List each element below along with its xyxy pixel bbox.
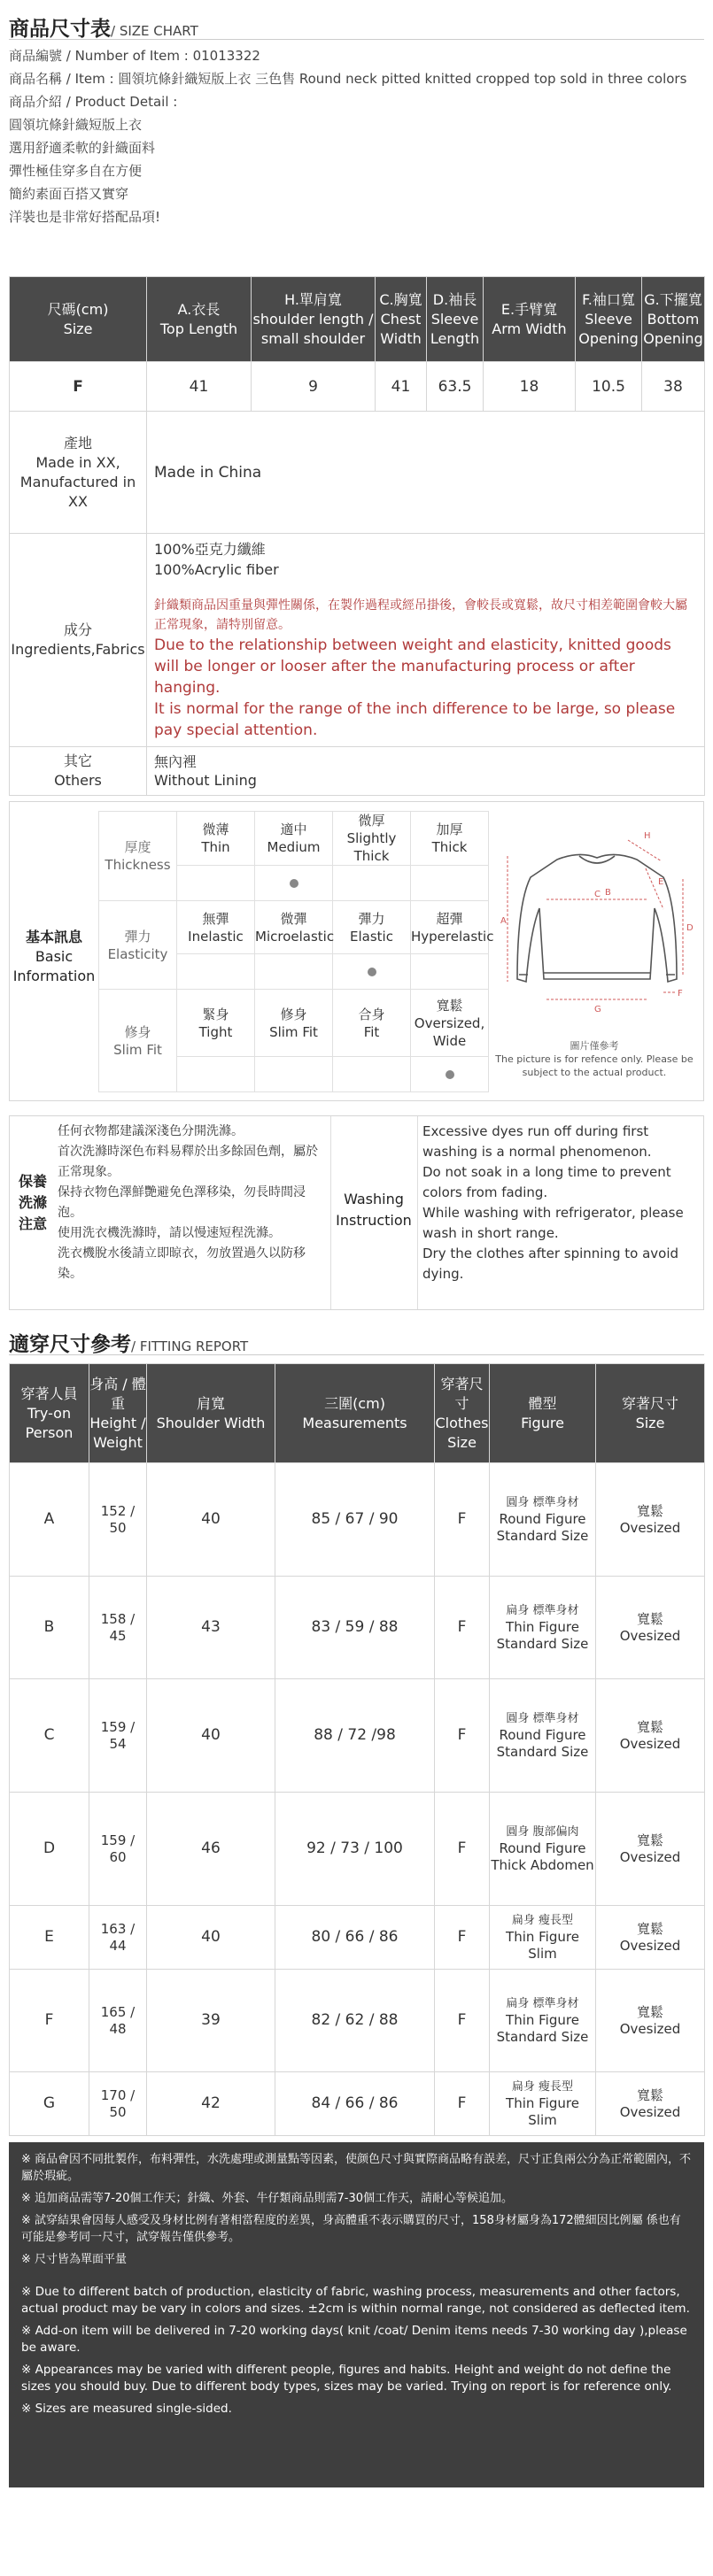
selected-dot <box>368 968 376 976</box>
cell-figure: 扁身 標準身材 Thin Figure Standard Size <box>490 1577 596 1679</box>
selected-dot <box>290 879 298 888</box>
cell-person: B <box>10 1577 89 1679</box>
cell-size: 寬鬆 Ovesized <box>596 1463 705 1577</box>
label-c: C <box>594 890 601 899</box>
cell: 10.5 <box>576 362 642 412</box>
cell-figure: 圓身 標準身材 Round Figure Standard Size <box>490 1463 596 1577</box>
cell-person: F <box>10 1970 89 2072</box>
size-row <box>10 362 705 412</box>
header-sleeve-opening: F.袖口寬 Sleeve Opening <box>576 277 642 362</box>
header-chest: C.胸寬 Chest Width <box>376 277 427 362</box>
fitting-table <box>9 1363 705 2136</box>
opt-thick: 加厚 Thick <box>411 812 489 866</box>
washing-en: Excessive dyes run off during first washing is a normal phenomenon. Do not soak in a long time to prevent colors from fading. While washing with refrigerator, please wash in short range. Dry the clothes after spinning to avoid dying. <box>422 1123 684 1282</box>
cell: 38 <box>642 362 705 412</box>
fit-header-measurements: 三圍(cm) Measurements <box>275 1364 435 1463</box>
cell-height-weight: 165 / 48 <box>89 1970 147 2072</box>
cell-shoulder: 40 <box>147 1679 275 1793</box>
cell-shoulder: 40 <box>147 1906 275 1970</box>
fit-header-clothes-size: 穿著尺寸 Clothes Size <box>435 1364 490 1463</box>
diagram-caption: 圖片僅參考 The picture is for refence only. Please be subject to the actual product. <box>495 1040 694 1078</box>
opt-microelastic: 微彈 Microelastic <box>255 901 333 954</box>
opt-oversized: 寬鬆 Oversized, Wide <box>411 990 489 1057</box>
cell-size: 寬鬆 Ovesized <box>596 1970 705 2072</box>
label-a: A <box>500 916 507 926</box>
cell-clothes-size: F <box>435 1970 490 2072</box>
fit-header-size: 穿著尺寸 Size <box>596 1364 705 1463</box>
cell-shoulder: 40 <box>147 1463 275 1577</box>
cell-clothes-size: F <box>435 1793 490 1906</box>
detail-line: 洋裝也是非常好搭配品項! <box>9 209 161 225</box>
header-shoulder: H.單肩寬 shoulder length / small shoulder <box>252 277 376 362</box>
header-arm-width: E.手臂寬 Arm Width <box>484 277 576 362</box>
elasticity-label: 彈力 Elasticity <box>99 901 177 990</box>
selected-dot <box>446 1070 454 1079</box>
cell-person: A <box>10 1463 89 1577</box>
fitting-row <box>10 1970 705 2072</box>
origin-value: Made in China <box>147 412 705 534</box>
cell-measurements: 85 / 67 / 90 <box>275 1463 435 1577</box>
cell-figure: 圓身 腹部偏肉 Round Figure Thick Abdomen <box>490 1793 596 1906</box>
basic-info <box>9 801 704 1101</box>
label-g: G <box>594 1005 601 1014</box>
cell-figure: 扁身 標準身材 Thin Figure Standard Size <box>490 1970 596 2072</box>
thickness-label: 厚度 Thickness <box>99 812 177 901</box>
cell-shoulder: 46 <box>147 1793 275 1906</box>
fit-header-person: 穿著人員 Try-on Person <box>10 1364 89 1463</box>
opt-slim-fit: 修身 Slim Fit <box>255 990 333 1057</box>
cell-height-weight: 158 / 45 <box>89 1577 147 1679</box>
fitting-row <box>10 1679 705 1793</box>
cell: 18 <box>484 362 576 412</box>
cell-measurements: 83 / 59 / 88 <box>275 1577 435 1679</box>
slimfit-label: 修身 Slim Fit <box>99 990 177 1092</box>
fit-header-height: 身高 / 體重 Height / Weight <box>89 1364 147 1463</box>
cell-height-weight: 159 / 60 <box>89 1793 147 1906</box>
opt-tight: 緊身 Tight <box>177 990 255 1057</box>
cell-size: 寬鬆 Ovesized <box>596 1906 705 1970</box>
ingredients-label: 成分 Ingredients,Fabrics <box>10 534 147 747</box>
washing-label-zh: 保養 洗滌 注意 <box>18 1173 47 1232</box>
label-b: B <box>605 888 611 898</box>
cell-person: G <box>10 2072 89 2136</box>
cell-measurements: 80 / 66 / 86 <box>275 1906 435 1970</box>
cell-measurements: 82 / 62 / 88 <box>275 1970 435 2072</box>
opt-inelastic: 無彈 Inelastic <box>177 901 255 954</box>
cell-figure: 圓身 標準身材 Round Figure Standard Size <box>490 1679 596 1793</box>
divider <box>9 39 704 40</box>
header-bottom-opening: G.下擺寬 Bottom Opening <box>642 277 705 362</box>
basic-info-label: 基本訊息 Basic Information <box>12 929 96 984</box>
fit-header-shoulder: 肩寬 Shoulder Width <box>147 1364 275 1463</box>
origin-label: 產地 Made in XX, Manufactured in XX <box>10 412 147 534</box>
cell-person: D <box>10 1793 89 1906</box>
opt-fit: 合身 Fit <box>333 990 411 1057</box>
cell-size: 寬鬆 Ovesized <box>596 1577 705 1679</box>
header-sleeve-length: D.袖長 Sleeve Length <box>427 277 484 362</box>
item-name: 商品名稱 / Item : 圓領坑條針織短版上衣 三色售 Round neck pitted knitted cropped top sold in three colors <box>9 71 687 87</box>
size-chart-title: 商品尺寸表/ SIZE CHART <box>9 18 198 41</box>
fitting-row <box>10 1463 705 1577</box>
cell-height-weight: 163 / 44 <box>89 1906 147 1970</box>
cell: 9 <box>252 362 376 412</box>
cell-shoulder: 42 <box>147 2072 275 2136</box>
label-e: E <box>658 877 664 887</box>
others-value: 無內裡 Without Lining <box>147 747 705 796</box>
fitting-row <box>10 2072 705 2136</box>
cell-figure: 扁身 瘦長型 Thin Figure Slim <box>490 1906 596 1970</box>
cell-person: E <box>10 1906 89 1970</box>
label-h: H <box>644 831 651 841</box>
cell-measurements: 88 / 72 /98 <box>275 1679 435 1793</box>
header-top-length: A.衣長 Top Length <box>147 277 252 362</box>
cell: 41 <box>376 362 427 412</box>
basic-grid <box>98 811 494 1092</box>
fitting-row <box>10 1577 705 1679</box>
washing-zh: 任何衣物都建議深淺色分開洗滌。 首次洗滌時深色布料易釋於出多餘固色劑，屬於正常現象。 保持衣物色澤鮮艷避免色澤移染，勿長時間浸泡。 使用洗衣機洗滌時，請以慢速短程洗滌。 洗衣機脫水後請立即晾衣，勿放置過久以防移染。 <box>58 1124 318 1281</box>
detail-label: 商品介紹 / Product Detail : <box>9 94 178 110</box>
label-d: D <box>686 923 694 933</box>
cell: F <box>10 362 147 412</box>
cell-size: 寬鬆 Ovesized <box>596 2072 705 2136</box>
notes-en: ※ Due to different batch of production, elasticity of fabric, washing process, measurements and other factors, actual product may be vary in colors and sizes. ±2cm is within normal range, not considered as deflected item. ※ Add-on item will be delivered in 7-20 working days( knit /coat/ Denim items needs 7-30 working day ),please be aware. ※ Appearances may be varied with different people, figures and habits. Height and weight do not define the sizes you should buy. Due to different body types, sizes may be varied. Trying on report is for reference only. ※ Sizes are measured single-sided. <box>9 2275 704 2487</box>
detail-line: 簡約素面百搭又實穿 <box>9 186 129 202</box>
cell-figure: 扁身 瘦長型 Thin Figure Slim <box>490 2072 596 2136</box>
opt-elastic: 彈力 Elastic <box>333 901 411 954</box>
cell-height-weight: 159 / 54 <box>89 1679 147 1793</box>
sweater-diagram <box>495 824 699 1028</box>
cell-height-weight: 170 / 50 <box>89 2072 147 2136</box>
cell-measurements: 92 / 73 / 100 <box>275 1793 435 1906</box>
washing-section <box>9 1115 704 1310</box>
fitting-title: 適穿尺寸參考/ FITTING REPORT <box>9 1333 249 1356</box>
size-table <box>9 276 705 412</box>
cell: 63.5 <box>427 362 484 412</box>
cell-clothes-size: F <box>435 1463 490 1577</box>
cell-height-weight: 152 / 50 <box>89 1463 147 1577</box>
cell-clothes-size: F <box>435 2072 490 2136</box>
notes-zh: ※ 商品會因不同批製作，布料彈性，水洗處理或測量點等因素，使颜色尺寸與實際商品略有誤差，尺寸正負兩公分為正常範圍內，不屬於瑕疵。 ※ 追加商品需等7-20個工作天；針織、外套、牛仔類商品則需7-30個工作天，請耐心等候追加。 ※ 試穿結果會因每人感受及身材比例有著相當程度的差異，身高體重不表示購買的尺寸，158身材屬身為172體細因比例屬 係也有可能是參考同一尺寸，試穿報告僅供參考。 ※ 尺寸皆為單面平量 <box>9 2142 704 2275</box>
cell-clothes-size: F <box>435 1679 490 1793</box>
fit-header-figure: 體型 Figure <box>490 1364 596 1463</box>
opt-medium: 適中 Medium <box>255 812 333 866</box>
fabric-table <box>9 411 705 796</box>
opt-slightly-thick: 微厚 Slightly Thick <box>333 812 411 866</box>
cell-measurements: 84 / 66 / 86 <box>275 2072 435 2136</box>
cell-person: C <box>10 1679 89 1793</box>
detail-line: 彈性極佳穿多自在方便 <box>9 163 143 179</box>
ingredients-value: 100%亞克力纖維 100%Acrylic fiber 針織類商品因重量與彈性關係，在製作過程或經吊掛後，會較長或寬鬆，故尺寸相差範圍會較大屬正常現象，請特別留意。 Due to the relationship between weight and elasticity, knitted goods will be longer or looser after the manufacturing process or after hanging. It is normal for the range of the inch difference to be large, so please pay special attention. <box>147 534 705 747</box>
cell: 41 <box>147 362 252 412</box>
cell-shoulder: 43 <box>147 1577 275 1679</box>
cell-size: 寬鬆 Ovesized <box>596 1793 705 1906</box>
cell-clothes-size: F <box>435 1906 490 1970</box>
washing-label-en: Washing Instruction <box>336 1191 412 1229</box>
detail-line: 選用舒適柔軟的針織面料 <box>9 140 156 156</box>
opt-hyperelastic: 超彈 Hyperelastic <box>411 901 489 954</box>
cell-clothes-size: F <box>435 1577 490 1679</box>
product-info <box>9 44 700 228</box>
item-number: 商品編號 / Number of Item : 01013322 <box>9 48 260 64</box>
fitting-row <box>10 1793 705 1906</box>
detail-line: 圓領坑條針織短版上衣 <box>9 117 143 133</box>
opt-thin: 微薄 Thin <box>177 812 255 866</box>
fitting-row <box>10 1906 705 1970</box>
others-label: 其它 Others <box>10 747 147 796</box>
label-f: F <box>678 989 683 999</box>
cell-size: 寬鬆 Ovesized <box>596 1679 705 1793</box>
header-size: 尺碼(cm) Size <box>10 277 147 362</box>
cell-shoulder: 39 <box>147 1970 275 2072</box>
